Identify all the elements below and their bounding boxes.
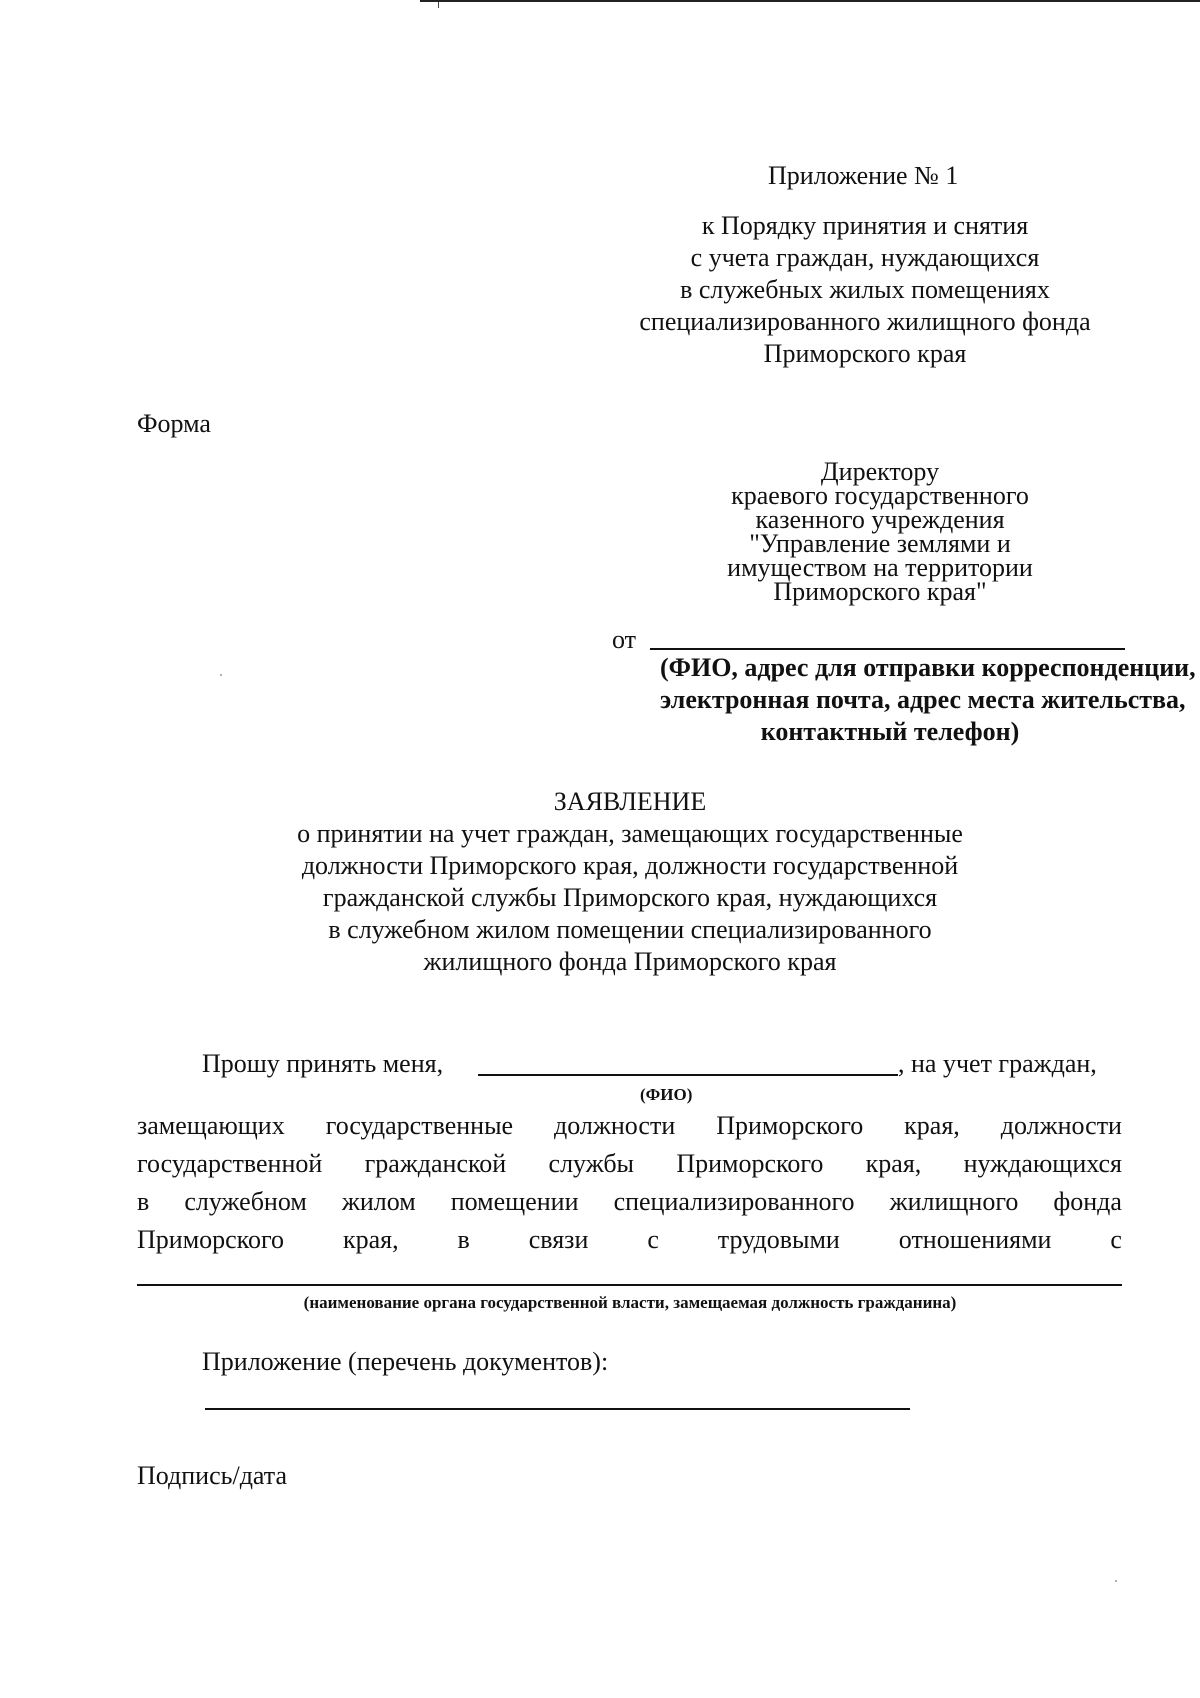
- from-hint-line: контактный телефон): [760, 717, 1020, 746]
- addressee-line: казенного учреждения: [755, 505, 1005, 534]
- addressee-block: [690, 457, 1070, 606]
- form-label: Форма: [137, 409, 211, 438]
- word: связи: [528, 1225, 589, 1254]
- from-label: от: [612, 625, 637, 654]
- appendix-line: в служебных жилых помещениях: [680, 275, 1050, 304]
- statement-subtitle-line: о принятии на учет граждан, замещающих государственные: [297, 819, 963, 848]
- word: государственные: [325, 1111, 514, 1140]
- top-border-tick: [438, 2, 439, 8]
- statement-title: [200, 786, 1060, 978]
- scan-speck: [220, 674, 222, 676]
- word: края,: [904, 1111, 960, 1140]
- statement-subtitle-line: в служебном жилом помещении специализированного: [328, 915, 932, 944]
- signature-label: Подпись/дата: [137, 1461, 288, 1490]
- from-hint: [660, 652, 1196, 748]
- word: края,: [865, 1149, 922, 1178]
- appendix-line: Приморского края: [763, 339, 967, 368]
- scan-speck: [1115, 1580, 1117, 1582]
- body-line-3: [137, 1184, 1122, 1220]
- statement-heading: ЗАЯВЛЕНИЕ: [553, 787, 707, 816]
- word: с: [647, 1225, 659, 1254]
- addressee-line: Приморского края": [773, 577, 987, 606]
- statement-subtitle-line: гражданской службы Приморского края, нуждающихся: [322, 883, 938, 912]
- attachments-blank-line[interactable]: [205, 1408, 910, 1410]
- appendix-number: Приложение № 1: [768, 161, 959, 190]
- organ-blank-line[interactable]: [137, 1284, 1122, 1286]
- fio-hint: (ФИО): [640, 1085, 693, 1104]
- word: фонда: [1053, 1187, 1122, 1216]
- organ-hint: (наименование органа государственной власти, замещаемая должность гражданина): [303, 1293, 957, 1312]
- word: в: [457, 1225, 470, 1254]
- statement-subtitle-line: жилищного фонда Приморского края: [423, 947, 837, 976]
- word: должности: [1000, 1111, 1122, 1140]
- word: жилищного: [889, 1187, 1019, 1216]
- word: должности: [554, 1111, 676, 1140]
- word: специализированного: [613, 1187, 855, 1216]
- fio-blank-line[interactable]: [478, 1074, 898, 1076]
- addressee-line: "Управление землями и: [749, 529, 1011, 558]
- word: трудовыми: [717, 1225, 840, 1254]
- body-line-4: [137, 1222, 1122, 1258]
- word: жилом: [341, 1187, 416, 1216]
- addressee-line: краевого государственного: [731, 481, 1029, 510]
- word: замещающих: [137, 1111, 285, 1140]
- addressee-line: Директору: [820, 457, 940, 486]
- word: Приморского: [137, 1225, 285, 1254]
- word: в: [137, 1187, 150, 1216]
- top-border-line: [420, 0, 1200, 2]
- word: отношениями: [898, 1225, 1052, 1254]
- attachments-label: Приложение (перечень документов):: [202, 1347, 609, 1376]
- appendix-line: с учета граждан, нуждающихся: [690, 243, 1040, 272]
- from-blank-line[interactable]: [650, 648, 1125, 650]
- addressee-line: имуществом на территории: [727, 553, 1033, 582]
- word: нуждающихся: [963, 1149, 1122, 1178]
- body-line-1: [137, 1108, 1122, 1144]
- appendix-reference: [600, 210, 1130, 370]
- request-start: Прошу принять меня,: [202, 1049, 444, 1078]
- from-hint-line: (ФИО, адрес для отправки корреспонденции,: [660, 653, 1196, 682]
- appendix-line: специализированного жилищного фонда: [639, 307, 1091, 336]
- word: служебном: [184, 1187, 307, 1216]
- word: гражданской: [364, 1149, 507, 1178]
- word: службы: [548, 1149, 635, 1178]
- statement-subtitle-line: должности Приморского края, должности государственной: [301, 851, 959, 880]
- request-end: , на учет граждан,: [898, 1049, 1097, 1078]
- word: помещении: [450, 1187, 579, 1216]
- word: Приморского: [676, 1149, 824, 1178]
- word: с: [1110, 1225, 1122, 1254]
- word: края,: [342, 1225, 399, 1254]
- word: Приморского: [716, 1111, 864, 1140]
- body-line-2: [137, 1146, 1122, 1182]
- appendix-line: к Порядку принятия и снятия: [701, 211, 1029, 240]
- from-hint-line: электронная почта, адрес места жительства,: [660, 685, 1186, 714]
- word: государственной: [137, 1149, 323, 1178]
